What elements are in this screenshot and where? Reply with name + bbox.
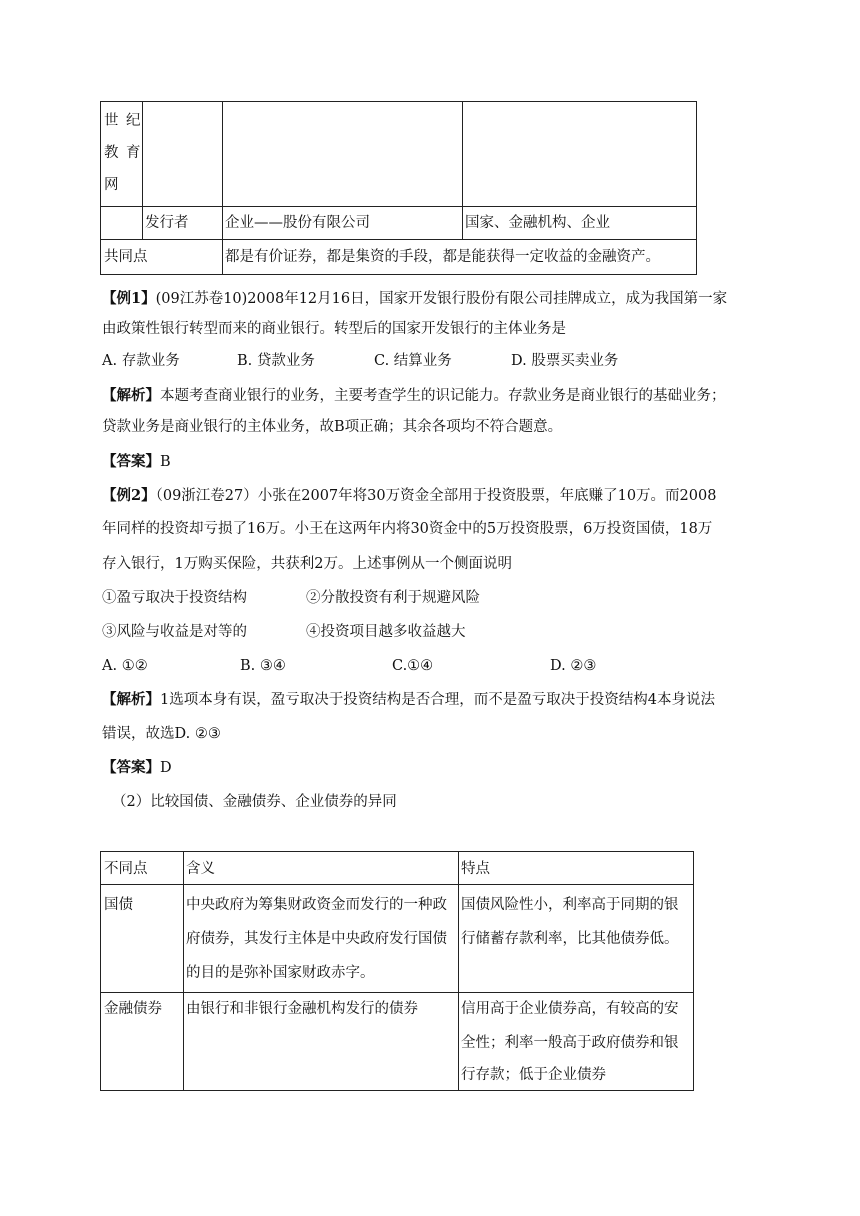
example1-option-a: A. 存款业务 <box>102 353 180 369</box>
example1-analysis-line1 <box>102 386 726 406</box>
table2-header-difference: 不同点 <box>104 861 148 877</box>
example1-option-b: B. 贷款业务 <box>237 353 315 369</box>
row-label-char: 世 <box>104 113 119 129</box>
example2-answer: D <box>160 760 172 776</box>
table2-row-name: 国债 <box>104 897 133 913</box>
row-label-char: 育 <box>126 145 141 161</box>
example2-text-line3: 存入银行，1万购买保险，共获利2万。上述事例从一个侧面说明 <box>102 556 512 572</box>
table2-meaning-line: 由银行和非银行金融机构发行的债券 <box>186 1001 418 1017</box>
example1-analysis-text2: 贷款业务是商业银行的主体业务，故B项正确；其余各项均不符合题意。 <box>102 419 563 435</box>
example2-analysis-tag: 【解析】 <box>102 691 160 708</box>
example2-option-a: A. ①② <box>102 658 148 674</box>
issuer-stock-cell: 企业——股份有限公司 <box>225 215 370 231</box>
example1-analysis-tag: 【解析】 <box>102 387 160 404</box>
table2-meaning-line: 中央政府为筹集财政资金而发行的一种政 <box>186 897 447 913</box>
example1-answer: B <box>160 454 171 470</box>
table2-meaning-line: 府债券，其发行主体是中央政府发行国债 <box>186 931 447 947</box>
section-heading: （2）比较国债、金融债券、企业债券的异同 <box>112 794 397 810</box>
example2-option-c: C.①④ <box>392 658 434 674</box>
issuer-bond-cell: 国家、金融机构、企业 <box>465 215 610 231</box>
example2-statement-2: ②分散投资有利于规避风险 <box>306 590 480 606</box>
stock-bond-comparison-table-continued <box>100 101 697 275</box>
example1-text-line2: 由政策性银行转型而来的商业银行。转型后的国家开发银行的主体业务是 <box>102 321 566 337</box>
example1-line1 <box>102 289 727 309</box>
common-text-cell: 都是有价证券，都是集资的手段，都是能获得一定收益的金融资产。 <box>225 249 660 265</box>
table2-header-feature: 特点 <box>461 861 490 877</box>
example2-tag: 【例2】 <box>102 487 156 504</box>
example2-option-b: B. ③④ <box>240 658 286 674</box>
table2-feature-line: 全性；利率一般高于政府债券和银 <box>461 1035 679 1051</box>
issuer-label: 发行者 <box>145 215 189 231</box>
example2-analysis-text1: 1选项本身有误，盈亏取决于投资结构是否合理，而不是盈亏取决于投资结构4本身说法 <box>160 692 715 708</box>
example2-line1 <box>102 486 716 506</box>
example2-statement-1: ①盈亏取决于投资结构 <box>102 590 247 606</box>
example1-text-line1: (09江苏卷10)2008年12月16日，国家开发银行股份有限公司挂牌成立，成为我国第一家 <box>155 291 728 307</box>
example2-text-line2: 年同样的投资却亏损了16万。小王在这两年内将30资金中的5万投资股票，6万投资国债，18万 <box>102 521 713 537</box>
table2-row-name: 金融债券 <box>104 1001 162 1017</box>
example2-statement-3: ③风险与收益是对等的 <box>102 624 247 640</box>
example2-statement-4: ④投资项目越多收益越大 <box>306 624 466 640</box>
table2-feature-line: 信用高于企业债券高，有较高的安 <box>461 1001 679 1017</box>
table2-feature-line: 行存款；低于企业债券 <box>461 1067 606 1083</box>
table2-feature-line: 国债风险性小，利率高于同期的银 <box>461 897 679 913</box>
example1-answer-tag: 【答案】 <box>102 453 160 470</box>
bond-comparison-table <box>100 851 694 1091</box>
table2-feature-line: 行储蓄存款利率，比其他债券低。 <box>461 931 679 947</box>
example1-option-d: D. 股票买卖业务 <box>511 353 619 369</box>
row-label-char: 网 <box>104 177 119 193</box>
example1-tag: 【例1】 <box>102 290 156 307</box>
common-label: 共同点 <box>104 249 148 265</box>
row-label-char: 纪 <box>126 113 141 129</box>
example2-option-d: D. ②③ <box>550 658 597 674</box>
example1-option-c: C. 结算业务 <box>374 353 452 369</box>
table2-header-meaning: 含义 <box>186 861 215 877</box>
example2-answer-tag: 【答案】 <box>102 759 160 776</box>
table2-meaning-line: 的目的是弥补国家财政赤字。 <box>186 965 375 981</box>
example1-answer-line <box>102 452 171 472</box>
example2-analysis-text2: 错误，故选D. ②③ <box>102 726 221 742</box>
example2-text-line1: （09浙江卷27）小张在2007年将30万资金全部用于投资股票，年底赚了10万。而2008 <box>155 488 717 504</box>
example2-analysis-line1 <box>102 690 715 710</box>
example1-analysis-text1: 本题考查商业银行的业务，主要考查学生的识记能力。存款业务是商业银行的基础业务； <box>160 388 726 404</box>
row-label-char: 教 <box>104 145 119 161</box>
example2-answer-line <box>102 758 172 778</box>
